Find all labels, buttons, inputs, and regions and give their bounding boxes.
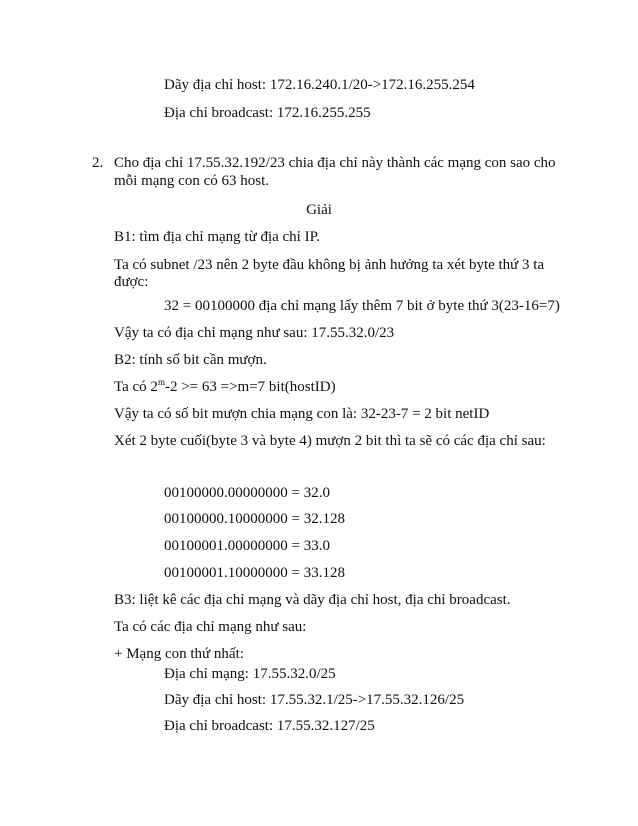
borrowed-bits-line: Vậy ta có số bit mượn chia mạng con là: 32-23-7 = 2 bit netID [114, 406, 490, 422]
solution-heading: Giải [306, 202, 332, 218]
subnet-1-hosts: Dãy địa chỉ host: 17.55.32.1/25->17.55.32.126/25 [164, 692, 465, 708]
problem-statement: Cho địa chỉ 17.55.32.192/23 chia địa chỉ này thành các mạng con sao cho [114, 155, 556, 171]
subnet-1-heading: + Mạng con thứ nhất: [114, 646, 244, 662]
step3-heading: B3: liệt kê các địa chỉ mạng và dãy địa chỉ host, địa chỉ broadcast. [114, 592, 511, 608]
binary-row: 00100001.10000000 = 33.128 [164, 565, 345, 581]
step1-binary: 32 = 00100000 địa chỉ mạng lấy thêm 7 bit ở byte thứ 3(23-16=7) [164, 298, 560, 314]
formula-post: -2 >= 63 =>m=7 bit(hostID) [164, 379, 336, 395]
broadcast-line: Địa chỉ broadcast: 172.16.255.255 [164, 105, 371, 121]
binary-row: 00100000.00000000 = 32.0 [164, 485, 330, 501]
step1-heading: B1: tìm địa chỉ mạng từ địa chỉ IP. [114, 229, 321, 245]
subnet-1-network: Địa chỉ mạng: 17.55.32.0/25 [164, 666, 336, 682]
network-address-line: Vậy ta có địa chỉ mạng như sau: 17.55.32.0/23 [114, 325, 395, 341]
network-list-intro: Ta có các địa chỉ mạng như sau: [114, 619, 307, 635]
step1-text: Ta có subnet /23 nên 2 byte đầu không bị ảnh hưởng ta xét byte thứ 3 ta [114, 257, 545, 273]
host-range-line: Dãy địa chỉ host: 172.16.240.1/20->172.16.255.254 [164, 77, 475, 93]
list-number: 2. [92, 155, 104, 171]
step2-formula [114, 378, 336, 396]
last-bytes-line: Xét 2 byte cuối(byte 3 và byte 4) mượn 2 bit thì ta sẽ có các địa chỉ sau: [114, 433, 546, 449]
binary-row: 00100000.10000000 = 32.128 [164, 511, 345, 527]
problem-statement-cont: mỗi mạng con có 63 host. [114, 173, 269, 189]
step2-heading: B2: tính số bit cần mượn. [114, 352, 267, 368]
step1-text-cont: được: [114, 274, 149, 290]
formula-exponent: m [157, 377, 165, 387]
formula-pre: Ta có 2 [114, 379, 158, 395]
subnet-1-broadcast: Địa chỉ broadcast: 17.55.32.127/25 [164, 718, 375, 734]
binary-row: 00100001.00000000 = 33.0 [164, 538, 330, 554]
